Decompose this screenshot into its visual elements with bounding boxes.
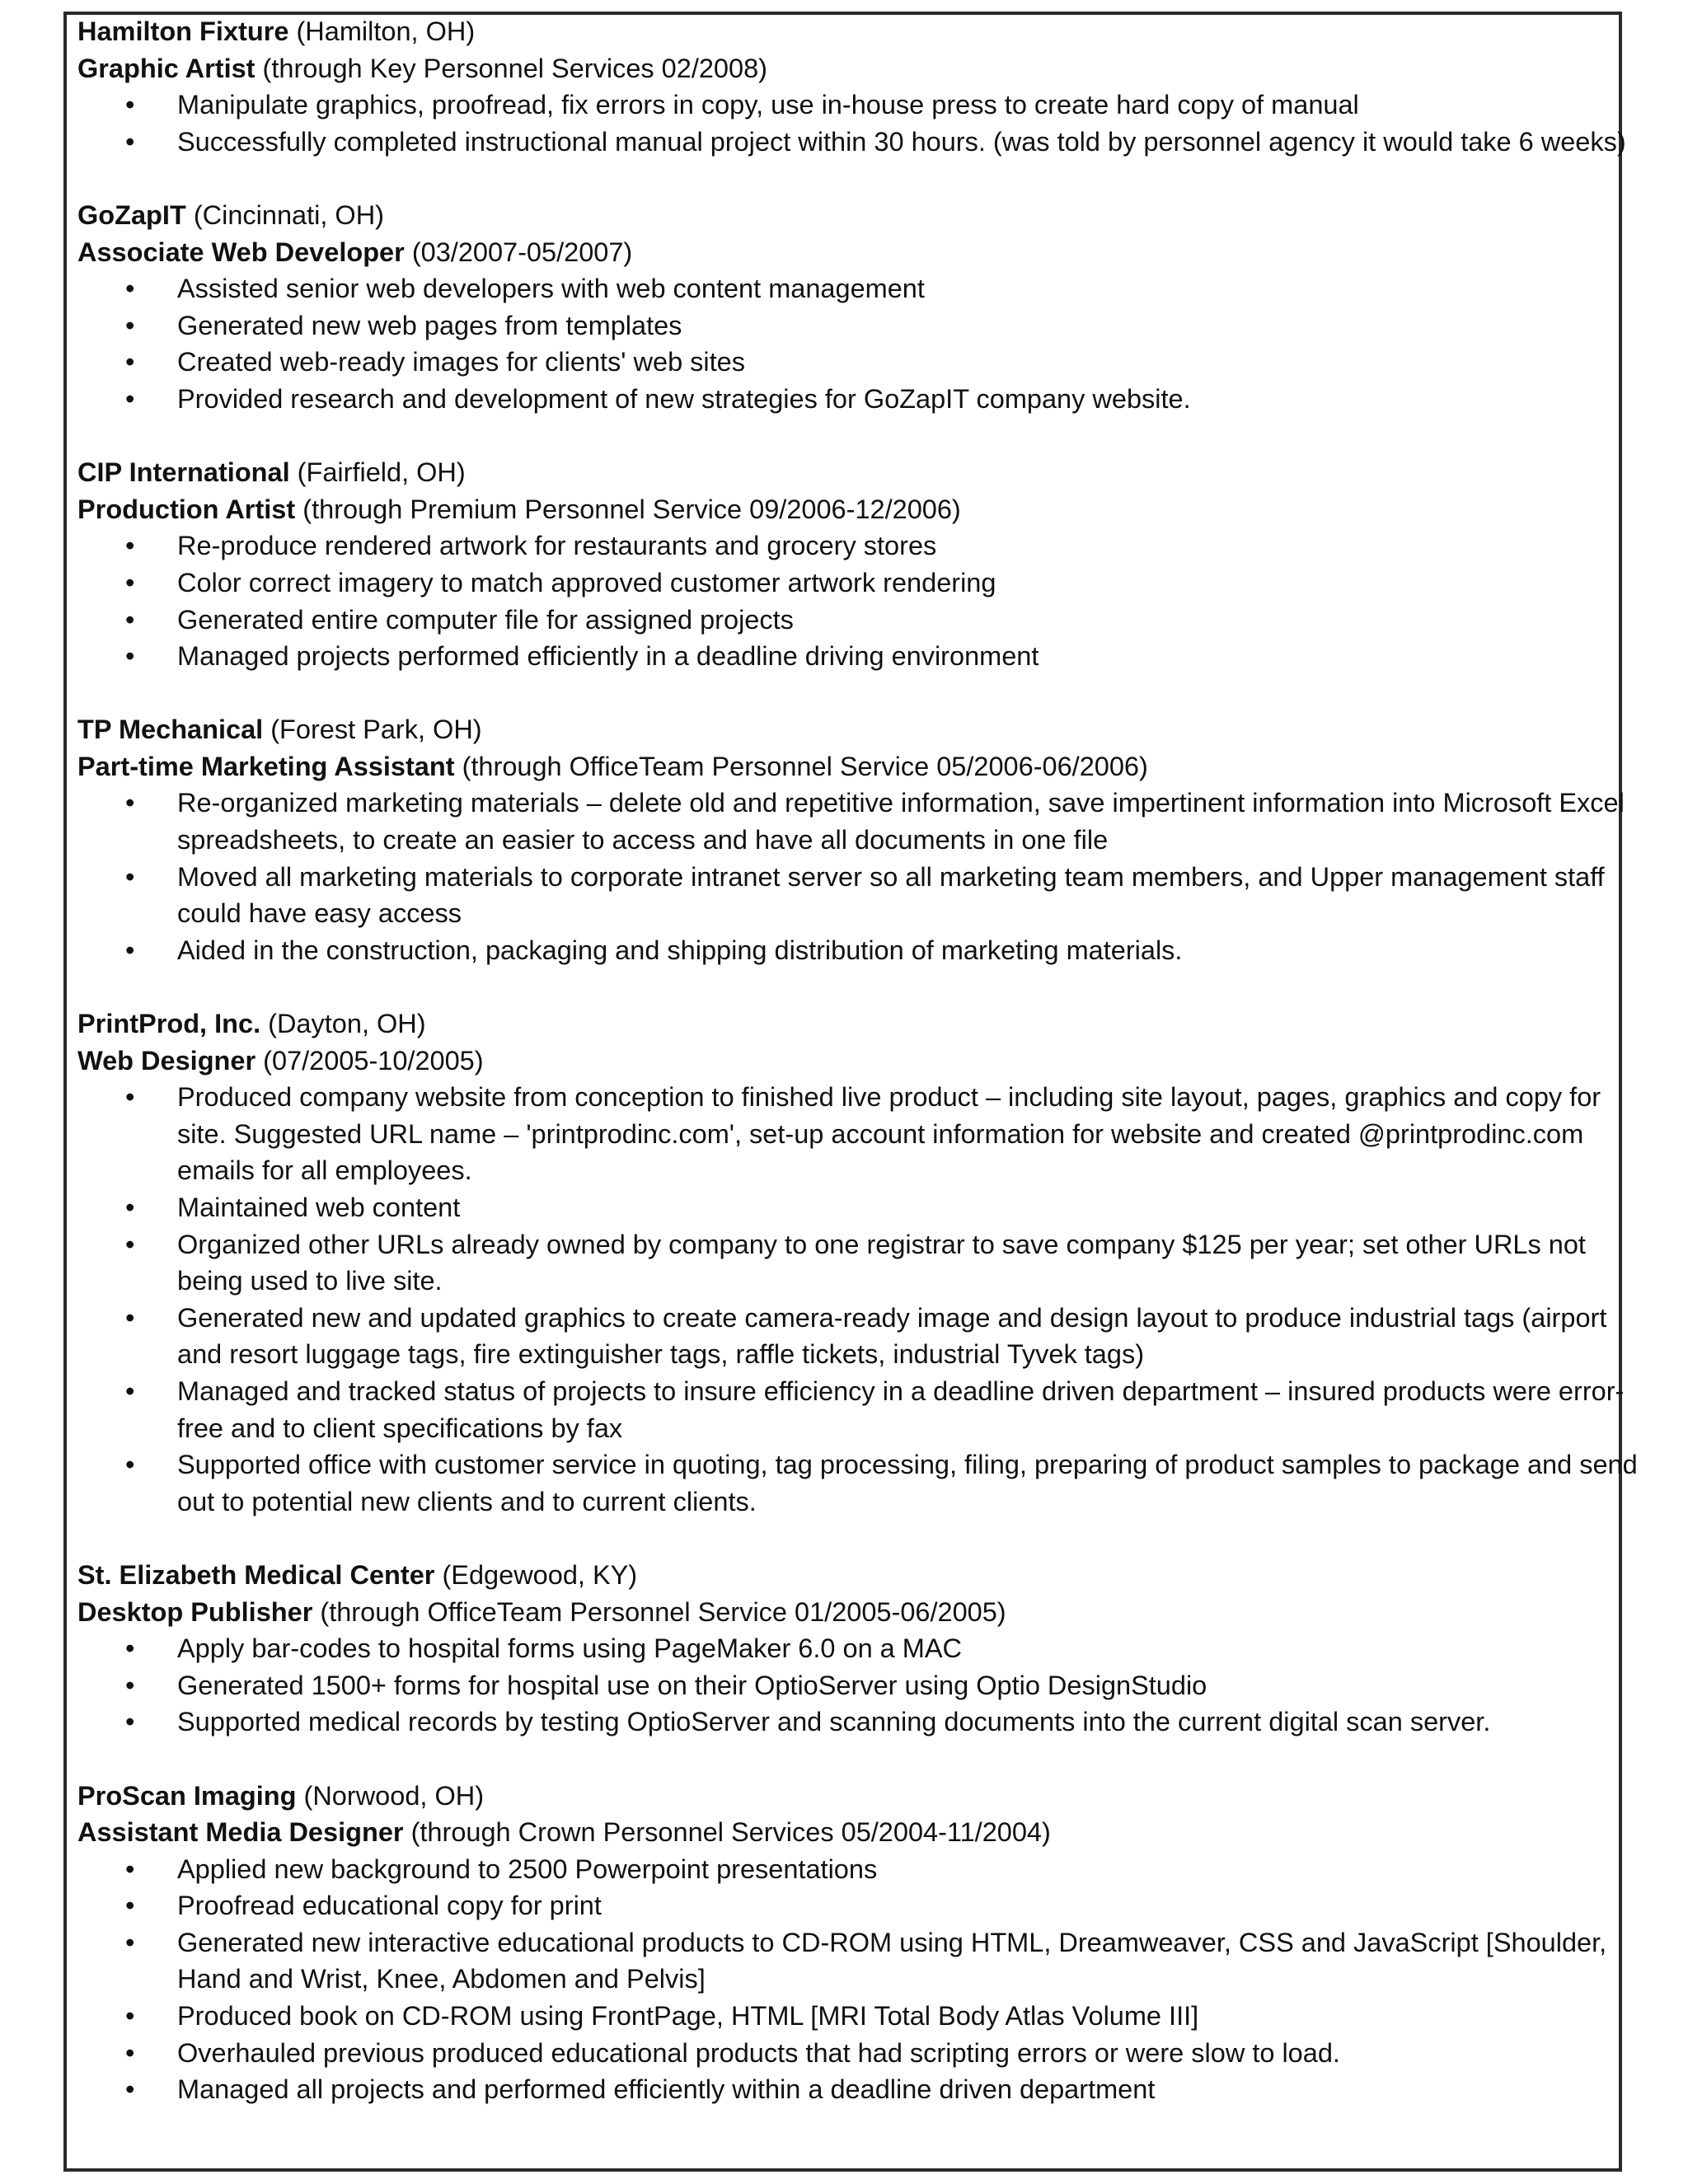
list-item: [77, 932, 1653, 969]
bullet-icon: •: [125, 567, 135, 598]
company-name: St. Elizabeth Medical Center: [77, 1559, 435, 1590]
company-location: (Dayton, OH): [268, 1009, 426, 1039]
job-entry-st-elizabeth: [77, 1557, 1611, 1741]
list-item: [77, 87, 1653, 124]
list-item: [77, 1851, 1653, 1888]
job-bullet-list: [77, 1630, 1611, 1741]
bullet-icon: •: [125, 2037, 135, 2068]
job-company-line: [77, 454, 1611, 491]
bullet-icon: •: [125, 126, 135, 157]
bullet-text: Maintained web content: [177, 1193, 461, 1222]
bullet-text: Overhauled previous produced educational products that had scripting errors or were slow to load.: [177, 2037, 1340, 2068]
list-item: [77, 2035, 1653, 2072]
bullet-text: Applied new background to 2500 Powerpoint presentations: [177, 1854, 878, 1884]
bullet-text: Color correct imagery to match approved customer artwork rendering: [177, 567, 996, 598]
list-item: [77, 1704, 1653, 1741]
list-item: [77, 1924, 1653, 1998]
job-title-line: [77, 50, 1611, 87]
company-name: GoZapIT: [77, 199, 186, 230]
bullet-icon: •: [125, 347, 135, 377]
list-item: [77, 565, 1653, 602]
job-company-line: [77, 1778, 1611, 1815]
bullet-text: Produced book on CD-ROM using FrontPage, HTML [MRI Total Body Atlas Volume III]: [177, 2001, 1199, 2032]
bullet-icon: •: [125, 274, 135, 304]
list-item: [77, 1998, 1653, 2035]
job-detail: (07/2005-10/2005): [263, 1045, 484, 1076]
bullet-icon: •: [125, 1302, 135, 1333]
job-entry-tp-mechanical: [77, 711, 1625, 968]
list-item: [77, 1300, 1653, 1373]
bullet-icon: •: [125, 1633, 135, 1664]
bullet-text: Provided research and development of new strategies for GoZapIT company website.: [177, 383, 1191, 414]
job-detail: (through OfficeTeam Personnel Service 05/2006-06/2006): [462, 751, 1148, 781]
list-item: [77, 527, 1653, 565]
resume-experience: [77, 13, 1638, 2108]
company-location: (Forest Park, OH): [270, 715, 482, 745]
bullet-icon: •: [125, 1891, 135, 1921]
job-entry-printprod: [77, 1005, 1638, 1520]
bullet-text: Managed projects performed efficiently in a deadline driving environment: [177, 641, 1039, 672]
job-company-line: [77, 197, 1611, 234]
list-item: [77, 2071, 1653, 2108]
bullet-text: Supported office with customer service in quoting, tag processing, filing, preparing of product samples to package and send out to potential new clients and to current clients.: [177, 1450, 1638, 1516]
job-entry-hamilton-fixture: [77, 13, 1626, 160]
bullet-icon: •: [125, 1376, 135, 1406]
bullet-text: Re-produce rendered artwork for restaurants and grocery stores: [177, 531, 937, 561]
list-item: [77, 785, 1653, 858]
bullet-icon: •: [125, 1854, 135, 1884]
bullet-text: Generated new and updated graphics to create camera-ready image and design layout to produce industrial tags (airport and resort luggage tags, fire extinguisher tags, raffle tickets, industrial Tyvek tags): [177, 1302, 1607, 1370]
bullet-icon: •: [125, 90, 135, 120]
company-location: (Hamilton, OH): [296, 16, 476, 46]
bullet-icon: •: [125, 2001, 135, 2032]
job-title: Graphic Artist: [77, 53, 256, 83]
job-bullet-list: [77, 785, 1625, 968]
bullet-text: Moved all marketing materials to corporate intranet server so all marketing team members, and Upper management staff could have easy access: [177, 861, 1605, 929]
list-item: [77, 124, 1653, 161]
list-item: [77, 1226, 1653, 1300]
list-item: [77, 638, 1653, 675]
list-item: [77, 1630, 1653, 1667]
job-entry-gozapit: [77, 197, 1611, 418]
bullet-text: Assisted senior web developers with web content management: [177, 274, 925, 304]
list-item: [77, 270, 1653, 307]
company-name: Hamilton Fixture: [77, 16, 289, 46]
list-item: [77, 1373, 1653, 1446]
bullet-icon: •: [125, 383, 135, 414]
list-item: [77, 381, 1653, 418]
bullet-text: Managed and tracked status of projects to insure efficiency in a deadline driven department – insured products were error-free and to client specifications by fax: [177, 1376, 1625, 1443]
job-title-line: [77, 234, 1611, 271]
job-detail: (03/2007-05/2007): [411, 237, 633, 267]
job-company-line: [77, 711, 1611, 748]
job-title: Associate Web Developer: [77, 237, 405, 267]
job-bullet-list: [77, 270, 1611, 417]
list-item: [77, 1189, 1653, 1226]
bullet-text: Generated new web pages from templates: [177, 310, 682, 340]
bullet-text: Managed all projects and performed efficiently within a deadline driven department: [177, 2074, 1156, 2105]
job-entry-proscan-imaging: [77, 1778, 1611, 2108]
bullet-text: Created web-ready images for clients' web sites: [177, 347, 746, 377]
job-title-line: [77, 1814, 1611, 1851]
job-bullet-list: [77, 1851, 1611, 2108]
list-item: [77, 602, 1653, 639]
job-title-line: [77, 748, 1611, 785]
company-name: TP Mechanical: [77, 715, 264, 745]
job-bullet-list: [77, 1079, 1638, 1520]
job-title-line: [77, 1043, 1611, 1080]
job-company-line: [77, 13, 1611, 50]
bullet-text: Generated 1500+ forms for hospital use on their OptioServer using Optio DesignStudio: [177, 1670, 1207, 1700]
job-title: Production Artist: [77, 494, 296, 524]
company-name: CIP International: [77, 457, 290, 488]
job-detail: (through Crown Personnel Services 05/2004-11/2004): [410, 1817, 1051, 1848]
company-name: ProScan Imaging: [77, 1780, 297, 1811]
job-title-line: [77, 1594, 1611, 1631]
bullet-icon: •: [125, 2074, 135, 2105]
company-name: PrintProd, Inc.: [77, 1009, 261, 1039]
job-detail: (through Key Personnel Services 02/2008): [262, 53, 767, 83]
bullet-text: Generated entire computer file for assigned projects: [177, 604, 794, 635]
bullet-icon: •: [125, 1082, 135, 1113]
job-title-line: [77, 491, 1611, 528]
bullet-text: Apply bar-codes to hospital forms using PageMaker 6.0 on a MAC: [177, 1633, 963, 1664]
bullet-icon: •: [125, 788, 135, 818]
company-location: (Edgewood, KY): [442, 1559, 638, 1590]
list-item: [77, 1079, 1653, 1189]
job-company-line: [77, 1005, 1611, 1043]
bullet-text: Produced company website from conception to finished live product – including site layout, pages, graphics and copy for site. Suggested URL name – 'printprodinc.com', set-up account information for website and created @printprodinc.com emails for all employees.: [177, 1082, 1601, 1186]
job-title: Assistant Media Designer: [77, 1817, 404, 1848]
bullet-text: Successfully completed instructional manual project within 30 hours. (was told by personnel agency it would take 6 weeks): [177, 126, 1626, 157]
bullet-icon: •: [125, 1927, 135, 1957]
company-location: (Cincinnati, OH): [193, 199, 384, 230]
bullet-text: Aided in the construction, packaging and shipping distribution of marketing materials.: [177, 935, 1183, 965]
bullet-icon: •: [125, 1193, 135, 1222]
bullet-text: Manipulate graphics, proofread, fix errors in copy, use in-house press to create hard copy of manual: [177, 90, 1359, 120]
job-title: Desktop Publisher: [77, 1596, 313, 1627]
job-detail: (through Premium Personnel Service 09/2006-12/2006): [302, 494, 961, 524]
bullet-text: Proofread educational copy for print: [177, 1891, 602, 1921]
bullet-icon: •: [125, 1707, 135, 1737]
bullet-icon: •: [125, 1229, 135, 1259]
bullet-icon: •: [125, 604, 135, 635]
list-item: [77, 859, 1653, 932]
bullet-icon: •: [125, 861, 135, 892]
job-title: Web Designer: [77, 1045, 256, 1076]
company-location: (Fairfield, OH): [297, 457, 466, 488]
bullet-icon: •: [125, 310, 135, 340]
list-item: [77, 307, 1653, 344]
list-item: [77, 1887, 1653, 1924]
job-bullet-list: [77, 87, 1626, 160]
list-item: [77, 1446, 1653, 1520]
list-item: [77, 344, 1653, 381]
bullet-text: Generated new interactive educational products to CD-ROM using HTML, Dreamweaver, CSS and JavaScript [Shoulder, Hand and Wrist, Knee, Abdomen and Pelvis]: [177, 1927, 1607, 1994]
bullet-text: Organized other URLs already owned by company to one registrar to save company $125 per year; set other URLs not being used to live site.: [177, 1229, 1586, 1296]
company-location: (Norwood, OH): [303, 1780, 485, 1811]
bullet-icon: •: [125, 531, 135, 561]
job-bullet-list: [77, 527, 1611, 674]
job-company-line: [77, 1557, 1611, 1594]
bullet-icon: •: [125, 1450, 135, 1480]
job-detail: (through OfficeTeam Personnel Service 01/2005-06/2005): [320, 1596, 1006, 1627]
job-entry-cip-international: [77, 454, 1611, 675]
job-title: Part-time Marketing Assistant: [77, 751, 455, 781]
bullet-text: Supported medical records by testing OptioServer and scanning documents into the current digital scan server.: [177, 1707, 1491, 1737]
bullet-icon: •: [125, 935, 135, 965]
bullet-icon: •: [125, 1670, 135, 1700]
bullet-icon: •: [125, 641, 135, 672]
list-item: [77, 1667, 1653, 1704]
bullet-text: Re-organized marketing materials – delete old and repetitive information, save impertinent information into Microsoft Excel spreadsheets, to create an easier to access and have all documents in one file: [177, 788, 1625, 855]
